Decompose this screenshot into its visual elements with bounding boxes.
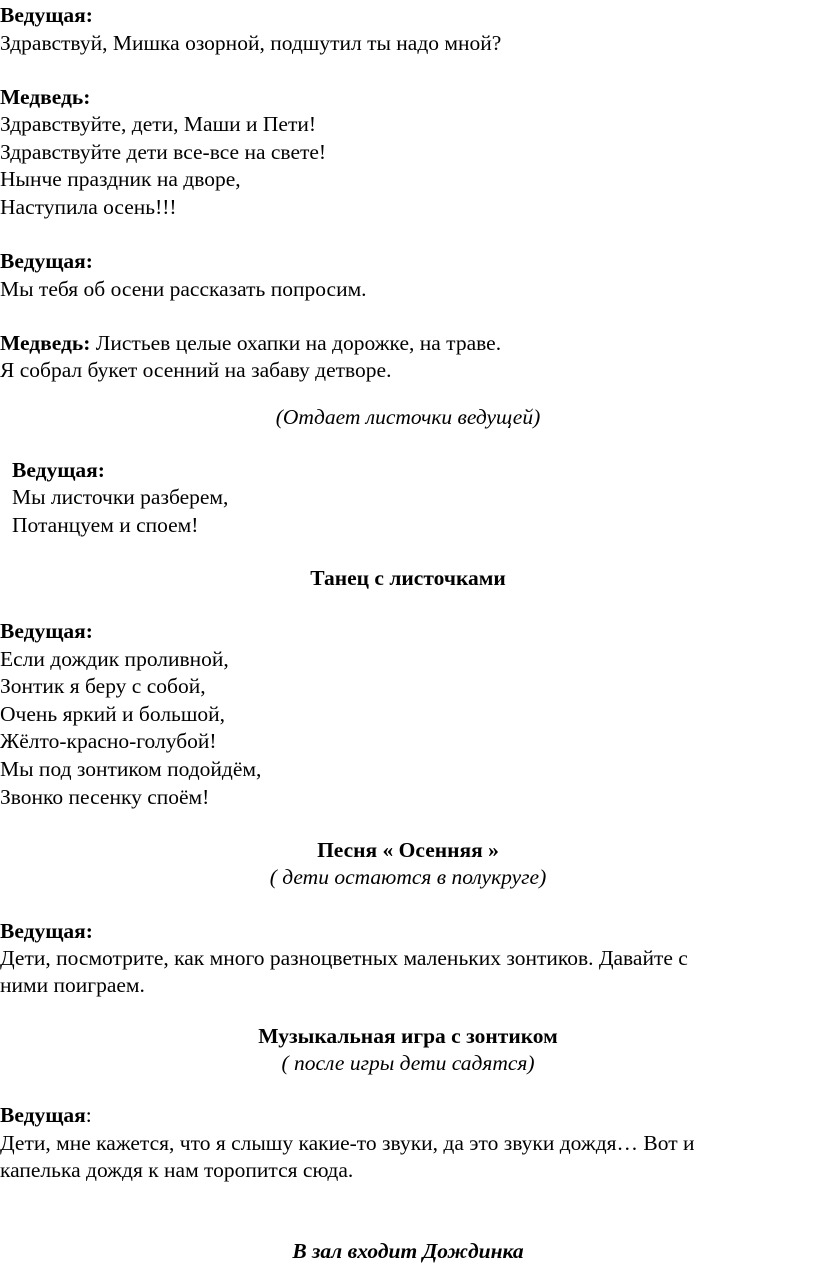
text-line: Здравствуйте дети все-все на свете! <box>0 140 327 164</box>
text-line: Зонтик я беру с собой, <box>0 674 206 698</box>
speaker-label: Ведущая: <box>0 919 93 943</box>
section-title: Танец с листочками <box>310 566 506 590</box>
text-line: Мы листочки разберем, <box>12 485 229 509</box>
text-line: Наступила осень!!! <box>0 195 177 219</box>
section-title: Музыкальная игра с зонтиком <box>258 1024 558 1048</box>
text-line: Я собрал букет осенний на забаву детворе. <box>0 358 392 382</box>
text-line: Мы тебя об осени рассказать попросим. <box>0 277 367 301</box>
stage-direction: ( дети остаются в полукруге) <box>269 865 547 889</box>
text-line: Здравствуй, Мишка озорной, подшутил ты надо мной? <box>0 31 502 55</box>
stage-direction: ( после игры дети садятся) <box>281 1051 535 1075</box>
text-line: капелька дождя к нам торопится сюда. <box>0 1158 354 1182</box>
text-line: Потанцуем и споем! <box>12 513 199 537</box>
speaker-label: Медведь: <box>0 85 91 109</box>
speaker-label: Ведущая: <box>0 3 93 27</box>
text-line: Дети, посмотрите, как много разноцветных маленьких зонтиков. Давайте с <box>0 946 688 970</box>
text-line: Звонко песенку споём! <box>0 785 210 809</box>
speaker-label: Ведущая: <box>0 619 93 643</box>
text-line: Мы под зонтиком подойдём, <box>0 757 262 781</box>
inline-text: Листьев целые охапки на дорожке, на траве. <box>90 331 502 355</box>
colon: : <box>85 1103 92 1127</box>
text-line: Нынче праздник на дворе, <box>0 167 241 191</box>
text-line: ними поиграем. <box>0 973 145 997</box>
speaker-label: Ведущая: <box>12 458 105 482</box>
text-line: Здравствуйте, дети, Маши и Пети! <box>0 112 317 136</box>
text-line: Очень яркий и большой, <box>0 702 226 726</box>
text-line: Дети, мне кажется, что я слышу какие-то звуки, да это звуки дождя… Вот и <box>0 1131 695 1155</box>
text-line: Если дождик проливной, <box>0 647 229 671</box>
speaker-label: Ведущая: <box>0 249 93 273</box>
section-title: Песня « Осенняя » <box>317 838 499 862</box>
text-line <box>0 1102 92 1129</box>
speaker-label: Медведь: <box>0 331 91 355</box>
stage-direction: В зал входит Дождинка <box>292 1239 524 1263</box>
text-line <box>0 330 501 357</box>
stage-direction: (Отдает листочки ведущей) <box>275 405 541 429</box>
text-line: Жёлто-красно-голубой! <box>0 729 217 753</box>
speaker-label: Ведущая <box>0 1103 86 1127</box>
